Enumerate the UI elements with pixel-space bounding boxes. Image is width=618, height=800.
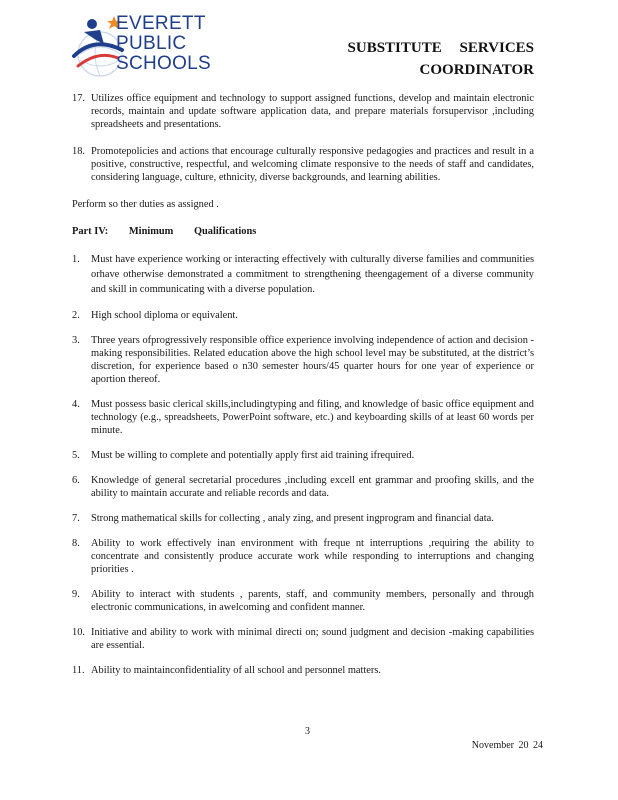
list-item — [72, 398, 534, 437]
district-logo — [70, 10, 240, 82]
section-heading — [72, 225, 534, 238]
title-line-2: COORDINATOR — [419, 62, 534, 78]
item-number: 9. — [72, 589, 80, 600]
item-text: Ability to work effectively inan environment with freque nt interruptions ,requiring the ability to concentrate and consistently produce accurate work while responding to interruptions and changing priorities . — [91, 538, 534, 575]
item-text: Knowledge of general secretarial procedures ,including excell ent grammar and proofing skills, and the ability to maintain accurate and reliable records and data. — [91, 475, 534, 499]
list-item — [72, 92, 534, 131]
revision-date: November 20 24 — [471, 740, 543, 751]
list-item — [72, 664, 534, 677]
list-item — [72, 626, 534, 652]
other-duties-text: Perform so ther duties as assigned . — [72, 199, 219, 210]
item-number: 5. — [72, 450, 80, 461]
list-item — [72, 537, 534, 576]
item-number: 3. — [72, 335, 80, 346]
item-text: Must have experience working or interacting effectively with culturally diverse families and communities orhave otherwise demonstrated a commitment to strengthening theengagement of a diverse community and skill in communicating with a diverse population. — [91, 254, 534, 295]
item-text: Strong mathematical skills for collecting , analy zing, and present ingprogram and financial data. — [91, 513, 494, 524]
item-text: Promotepolicies and actions that encourage culturally responsive pedagogies and practices and result in a positive, constructive, respectful, and welcoming climate responsive to the needs of staff and candidates, considering language, culture, ethnicity, diverse backgrounds, and learning abilities. — [91, 146, 534, 183]
list-item — [72, 588, 534, 614]
list-item — [72, 512, 534, 525]
list-item — [72, 474, 534, 500]
item-number: 17. — [72, 93, 85, 104]
item-text: Ability to maintainconfidentiality of all school and personnel matters. — [91, 665, 382, 676]
logo-line-3: SCHOOLS — [116, 53, 212, 74]
item-text: High school diploma or equivalent. — [91, 310, 238, 321]
list-item — [72, 334, 534, 386]
heading-title: Minimum — [128, 226, 174, 237]
item-number: 18. — [72, 146, 85, 157]
item-number: 10. — [72, 627, 85, 638]
item-number: 6. — [72, 475, 80, 486]
item-text: Utilizes office equipment and technology to support assigned functions, develop and maintain electronic records, maintain and update software application data, and prepare materials forsupervisor ,including spreadsheets and presentations. — [91, 93, 534, 130]
item-text: Three years ofprogressively responsible office experience involving independence of action and decision -making responsibilities. Related education above the high school level may be substituted, at the district’s discretion, for experience based o n30 semester hours/45 quarter hours for one year of experience or aportion thereof. — [91, 335, 534, 385]
page-number: 3 — [305, 726, 310, 737]
item-text: Ability to interact with students , parents, staff, and community members, personally and through electronic communications, in awelcoming and confident manner. — [91, 589, 534, 613]
document-body — [72, 92, 534, 689]
document-title — [348, 37, 534, 81]
item-number: 1. — [72, 254, 80, 265]
list-item — [72, 252, 534, 297]
item-number: 2. — [72, 310, 80, 321]
list-item — [72, 309, 534, 322]
item-text: Must possess basic clerical skills,includingtyping and filing, and knowledge of basic office equipment and technology (e.g., spreadsheets, PowerPoint software, etc.) and keyboarding skills of at least 60 words per minute. — [91, 399, 534, 436]
item-text: Initiative and ability to work with minimal directi on; sound judgment and decision -making capabilities are essential. — [91, 627, 534, 651]
list-item — [72, 145, 534, 184]
title-line-1: SUBSTITUTE SERVICES — [347, 40, 534, 56]
item-number: 7. — [72, 513, 80, 524]
part-label: Part IV: — [72, 226, 109, 237]
logo-line-1: EVERETT — [116, 13, 206, 34]
item-text: Must be willing to complete and potentially apply first aid training ifrequired. — [91, 450, 415, 461]
logo-line-2: PUBLIC — [116, 33, 187, 54]
item-number: 4. — [72, 399, 80, 410]
list-item — [72, 449, 534, 462]
item-number: 8. — [72, 538, 80, 549]
item-number: 11. — [72, 665, 85, 676]
heading-title-2: Qualifications — [193, 226, 257, 237]
